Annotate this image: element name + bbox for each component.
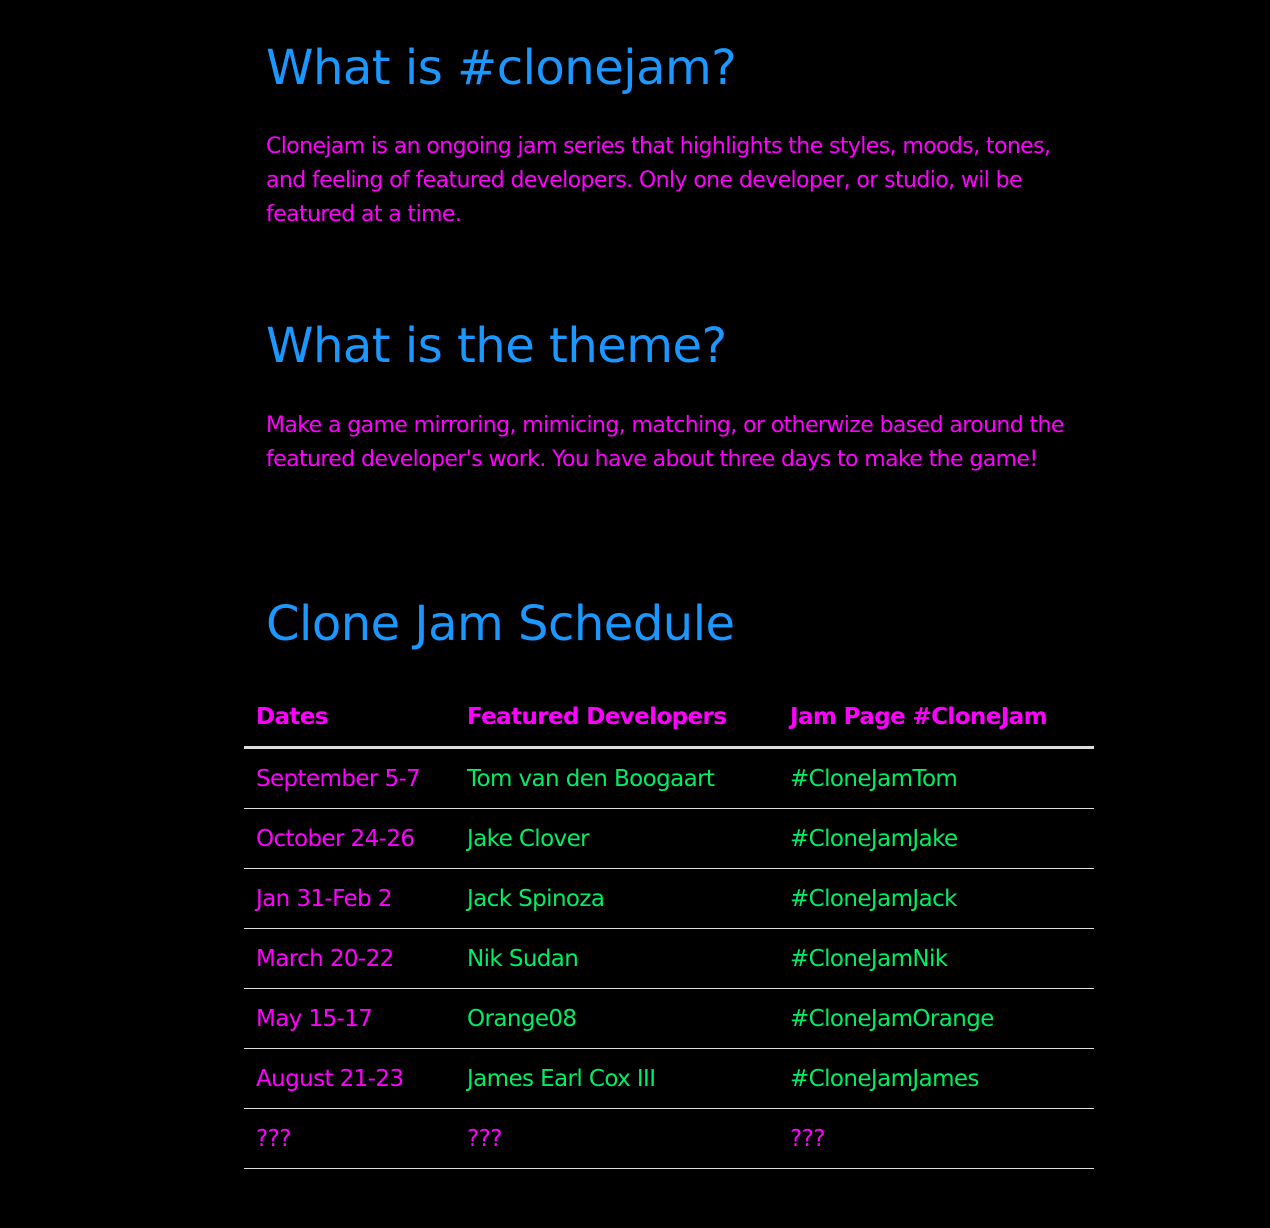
column-header-dates: Dates (244, 688, 455, 748)
schedule-table (244, 688, 1094, 1169)
table-row (244, 1049, 1094, 1109)
row-date: ??? (244, 1109, 455, 1169)
row-developer: Jack Spinoza (455, 869, 778, 929)
row-date: March 20-22 (244, 929, 455, 989)
row-date: October 24-26 (244, 809, 455, 869)
row-developer: Tom van den Boogaart (455, 748, 778, 809)
row-jam-tag: ??? (778, 1109, 1094, 1169)
column-header-featured-developers: Featured Developers (455, 688, 778, 748)
section-heading-what-is-clonejam: What is #clonejam? (266, 40, 737, 96)
row-jam-tag: #CloneJamJames (778, 1049, 1094, 1109)
row-developer: Nik Sudan (455, 929, 778, 989)
row-jam-tag: #CloneJamTom (778, 748, 1094, 809)
row-jam-tag: #CloneJamJack (778, 869, 1094, 929)
row-date: Jan 31-Feb 2 (244, 869, 455, 929)
section-body-what-is-clonejam: Clonejam is an ongoing jam series that highlights the styles, moods, tones, and feeling of featured developers. Only one developer, or studio, wil be featured at a time. (266, 134, 1051, 227)
row-jam-tag: #CloneJamOrange (778, 989, 1094, 1049)
table-row (244, 929, 1094, 989)
schedule-heading: Clone Jam Schedule (266, 596, 735, 652)
row-date: May 15-17 (244, 989, 455, 1049)
row-date: August 21-23 (244, 1049, 455, 1109)
table-row (244, 809, 1094, 869)
column-header-jam-page: Jam Page #CloneJam (778, 688, 1094, 748)
row-developer: Orange08 (455, 989, 778, 1049)
row-jam-tag: #CloneJamNik (778, 929, 1094, 989)
table-row (244, 989, 1094, 1049)
section-heading-theme: What is the theme? (266, 318, 727, 374)
row-developer: Jake Clover (455, 809, 778, 869)
row-jam-tag: #CloneJamJake (778, 809, 1094, 869)
table-row (244, 869, 1094, 929)
table-row (244, 748, 1094, 809)
section-body-theme: Make a game mirroring, mimicing, matching, or otherwize based around the featured developer's work. You have about three days to make the game! (266, 413, 1064, 472)
row-date: September 5-7 (244, 748, 455, 809)
row-developer: ??? (455, 1109, 778, 1169)
schedule-header-row (244, 688, 1094, 748)
row-developer: James Earl Cox III (455, 1049, 778, 1109)
table-row (244, 1109, 1094, 1169)
